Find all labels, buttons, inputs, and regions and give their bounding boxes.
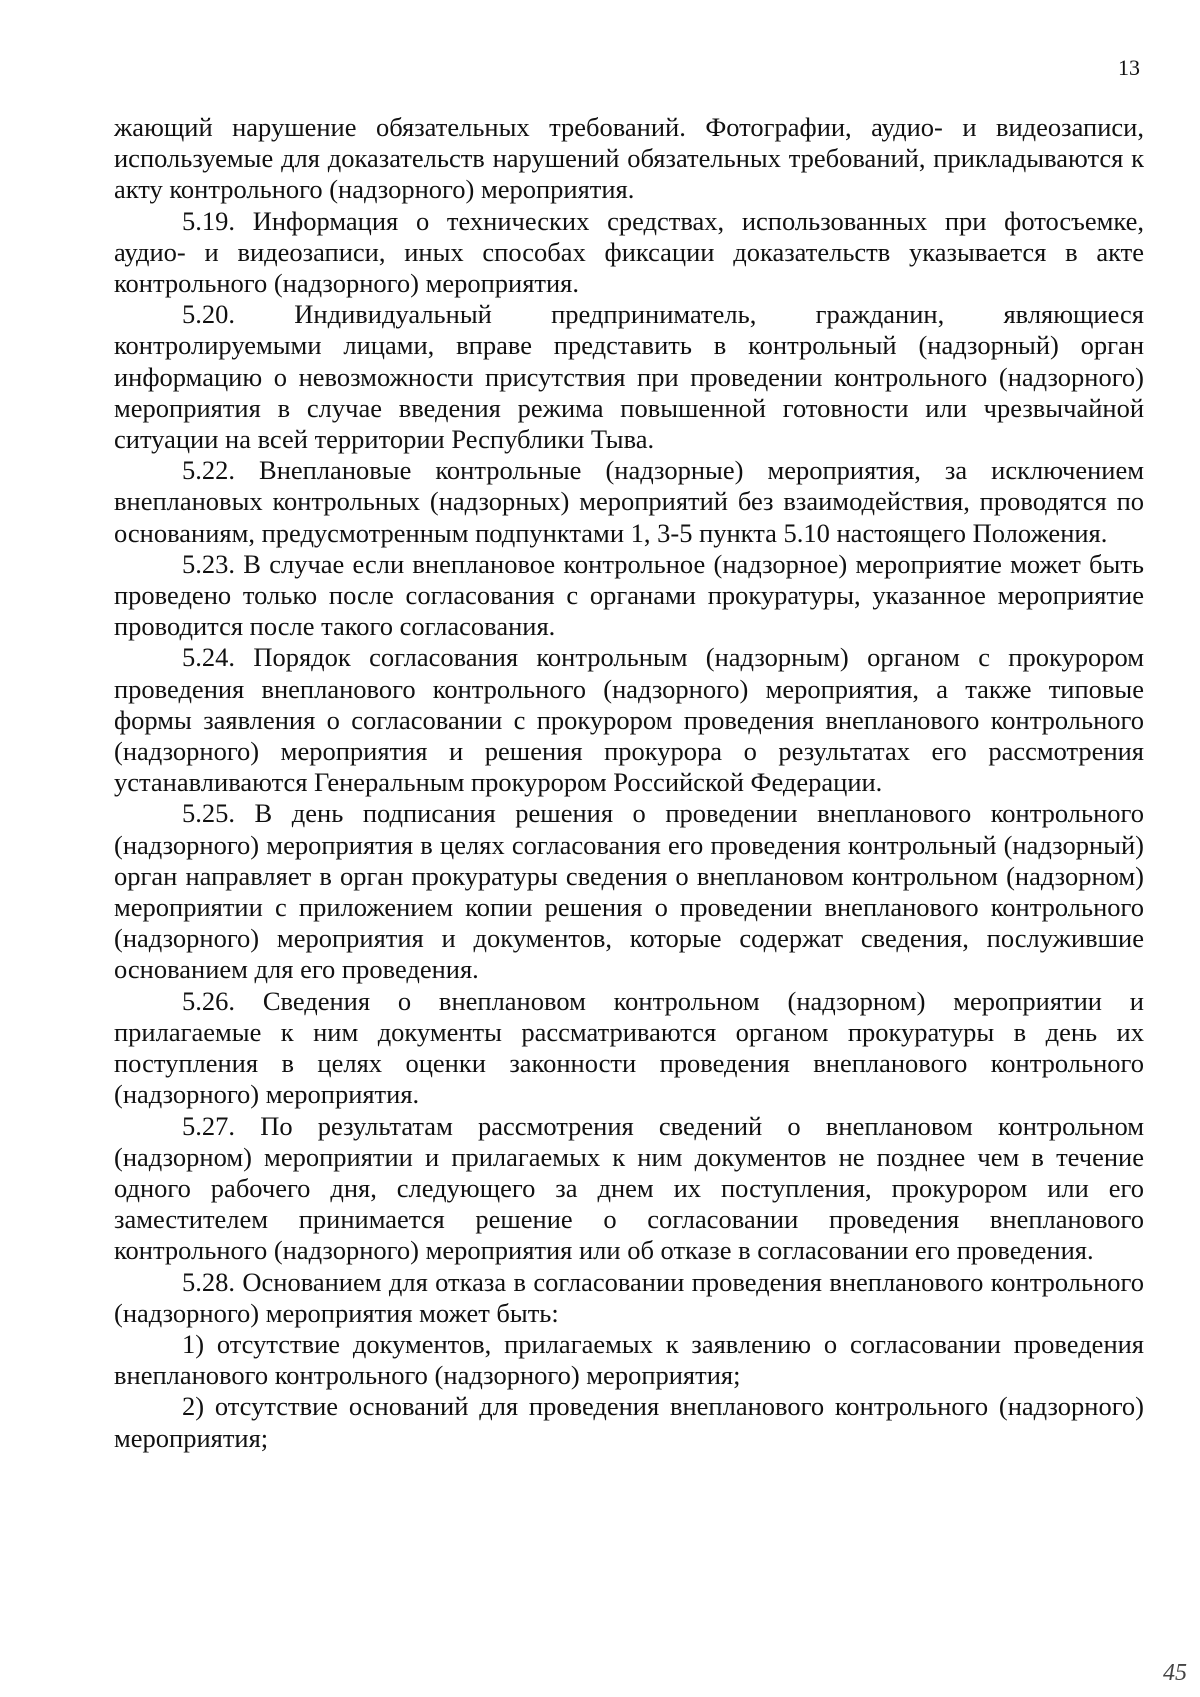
list-item-2: 2) отсутствие оснований для проведения внепланового контрольного (надзорного) мероприятия; <box>114 1391 1144 1453</box>
page-number: 13 <box>1118 55 1140 80</box>
list-item-1: 1) отсутствие документов, прилагаемых к заявлению о согласовании проведения внепланового контрольного (надзорного) мероприятия; <box>114 1328 1144 1391</box>
paragraph-5-20: 5.20. Индивидуальный предприниматель, гражданин, являющиеся контролируемыми лицами, вправе представить в контрольный (надзорный) орган информацию о невозможности присутствия при проведении контрольного (надзорного) мероприятия в случае введения режима повышенной готовности или чрезвычайной ситуации на всей территории Республики Тыва. <box>114 299 1144 455</box>
paragraph-continuation: жающий нарушение обязательных требований. Фотографии, аудио- и видеозаписи, используемые для доказательств нарушений обязательных требований, прикладываются к акту контрольного (надзорного) мероприятия. <box>114 112 1144 205</box>
paragraph-5-22: 5.22. Внеплановые контрольные (надзорные) мероприятия, за исключением внеплановых контрольных (надзорных) мероприятий без взаимодействия, проводятся по основаниям, предусмотренным подпунктами 1, 3-5 пункта 5.10 настоящего Положения. <box>114 455 1144 548</box>
paragraph-5-26: 5.26. Сведения о внеплановом контрольном (надзорном) мероприятии и прилагаемые к ним документы рассматриваются органом прокуратуры в день их поступления в целях оценки законности проведения внепланового контрольного (надзорного) мероприятия. <box>114 985 1144 1110</box>
paragraph-5-24: 5.24. Порядок согласования контрольным (надзорным) органом с прокурором проведения внепланового контрольного (надзорного) мероприятия, а также типовые формы заявления о согласовании с прокурором проведения внепланового контрольного (надзорного) мероприятия и решения прокурора о результатах его рассмотрения устанавливаются Генеральным прокурором Российской Федерации. <box>114 642 1144 798</box>
paragraph-5-25: 5.25. В день подписания решения о проведении внепланового контрольного (надзорного) мероприятия в целях согласования его проведения контрольный (надзорный) орган направляет в орган прокуратуры сведения о внеплановом контрольном (надзорном) мероприятии с приложением копии решения о проведении внепланового контрольного (надзорного) мероприятия и документов, которые содержат сведения, послужившие основанием для его проведения. <box>114 798 1144 985</box>
paragraph-5-28: 5.28. Основанием для отказа в согласовании проведения внепланового контрольного (надзорного) мероприятия может быть: <box>114 1266 1144 1328</box>
paragraph-5-27: 5.27. По результатам рассмотрения сведений о внеплановом контрольном (надзорном) мероприятии и прилагаемых к ним документов не позднее чем в течение одного рабочего дня, следующего за днем их поступления, прокурором или его заместителем принимается решение о согласовании проведения внепланового контрольного (надзорного) мероприятия или об отказе в согласовании его проведения. <box>114 1110 1144 1266</box>
document-body <box>114 112 1144 1454</box>
paragraph-5-23: 5.23. В случае если внеплановое контрольное (надзорное) мероприятие может быть проведено только после согласования с органами прокуратуры, указанное мероприятие проводится после такого согласования. <box>114 548 1144 642</box>
handwritten-page-mark: 45 <box>1163 1660 1187 1686</box>
paragraph-5-19: 5.19. Информация о технических средствах, использованных при фотосъемке, аудио- и видеозаписи, иных способах фиксации доказательств указывается в акте контрольного (надзорного) мероприятия. <box>114 205 1144 299</box>
